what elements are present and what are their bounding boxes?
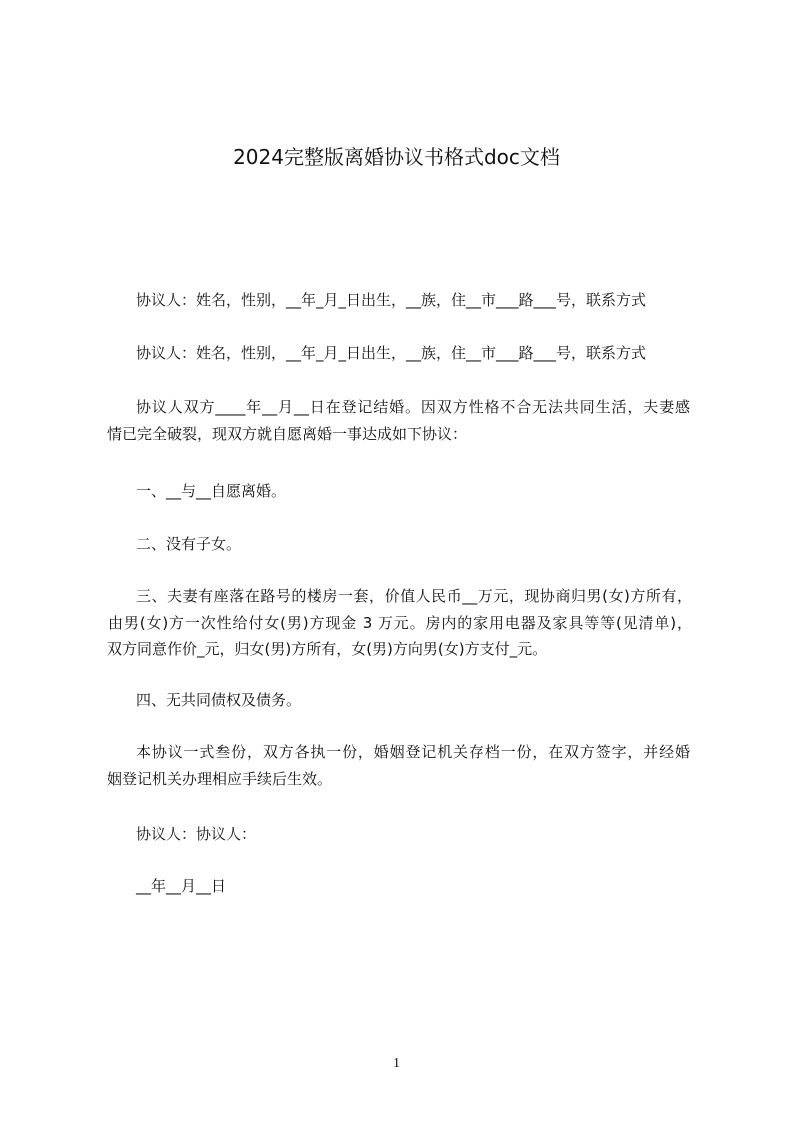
clause-3-line-3: 双方同意作价_元，归女(男)方所有，女(男)方向男(女)方支付_元。 [107, 640, 548, 658]
clause-2: 二、没有子女。 [136, 535, 242, 553]
clause-3-line-1: 三、夫妻有座落在路号的楼房一套，价值人民币__万元，现协商归男(女)方所有， [136, 587, 692, 605]
clause-1: 一、__与__自愿离婚。 [136, 482, 287, 500]
validity-line-2: 姻登记机关办理相应手续后生效。 [107, 770, 333, 788]
party-2-line: 协议人：姓名，性别，__年_月_日出生，__族，住__市___路___号，联系方式 [136, 344, 647, 362]
signature-line: 协议人：协议人： [136, 825, 257, 843]
page-number: 1 [393, 1056, 400, 1071]
document-title: 2024完整版离婚协议书格式doc文档 [233, 145, 560, 169]
intro-line-2: 情已完全破裂，现双方就自愿离婚一事达成如下协议： [107, 425, 468, 443]
clause-3-line-2: 由男(女)方一次性给付女(男)方现金 3 万元。房内的家用电器及家具等等(见清单)， [108, 614, 692, 632]
validity-line-1: 本协议一式叁份，双方各执一份，婚姻登记机关存档一份，在双方签字，并经婚 [136, 743, 690, 761]
party-1-line: 协议人：姓名，性别，__年_月_日出生，__族，住__市___路___号，联系方式 [136, 291, 647, 309]
date-line: __年__月__日 [136, 877, 227, 895]
clause-4: 四、无共同债权及债务。 [136, 691, 302, 709]
intro-line-1: 协议人双方____年__月__日在登记结婚。因双方性格不合无法共同生活，夫妻感 [136, 398, 690, 416]
